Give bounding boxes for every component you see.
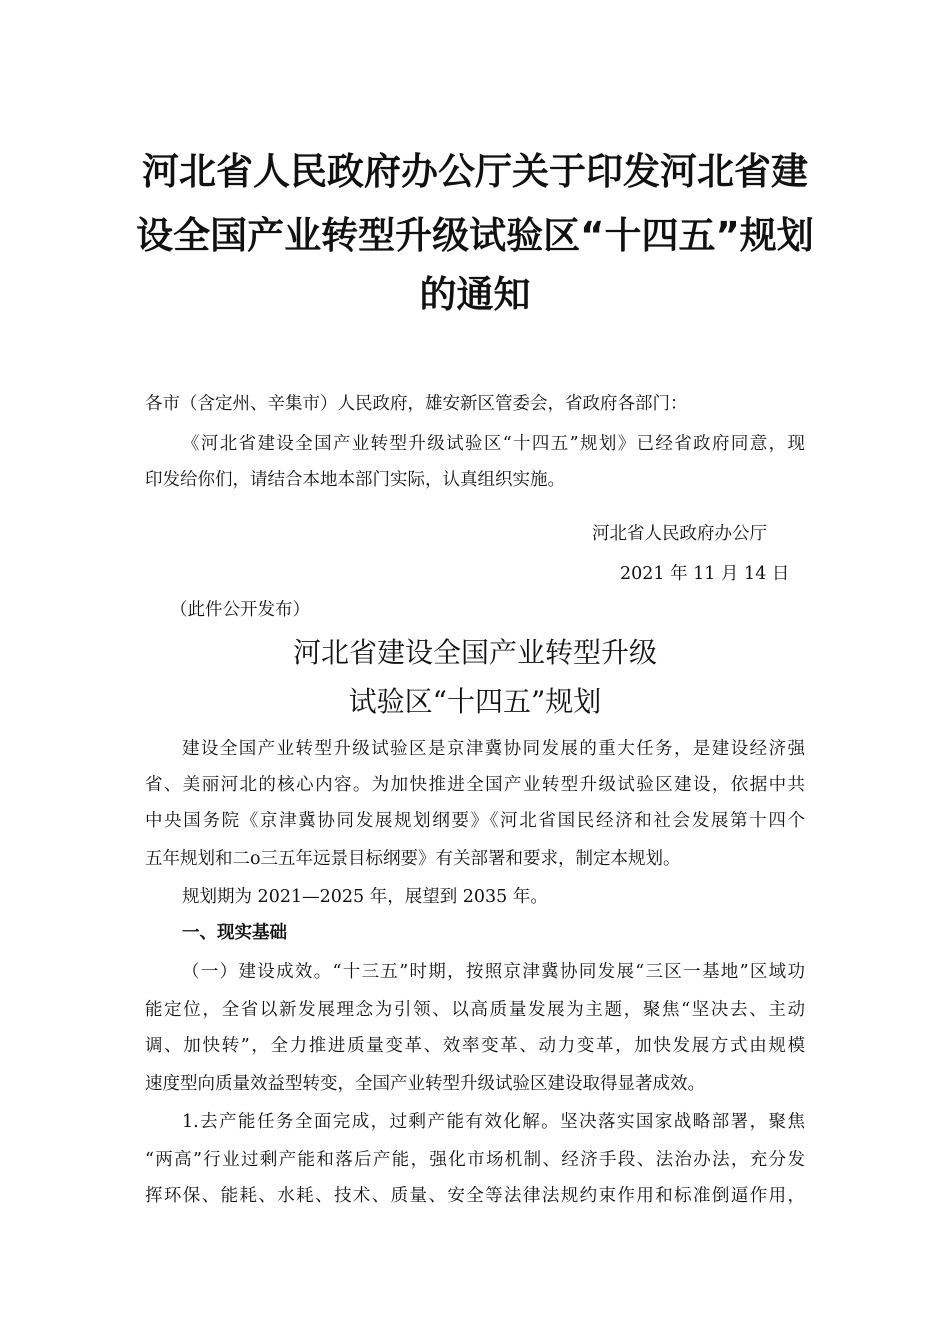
- addressee-line: 各市（含定州、辛集市）人民政府，雄安新区管委会，省政府各部门：: [145, 394, 688, 414]
- intro-line-2: 省、美丽河北的核心内容。为加快推进全国产业转型升级试验区建设，依据中共: [145, 775, 805, 795]
- achievements-line-4: 速度型向质量效益型转变，全国产业转型升级试验区建设取得显著成效。: [145, 1074, 705, 1094]
- intro-line-3: 中央国务院《京津冀协同发展规划纲要》《河北省国民经济和社会发展第十四个: [145, 811, 805, 831]
- achievements-line-3: 调、加快转”，全力推进质量变革、效率变革、动力变革，加快发展方式由规模: [145, 1036, 805, 1056]
- issuer-signature: 河北省人民政府办公厅: [592, 524, 767, 544]
- point-1-line-3: 挥环保、能耗、水耗、技术、质量、安全等法律法规约束作用和标准倒逼作用，: [145, 1186, 805, 1206]
- intro-line-4: 五年规划和二o三五年远景目标纲要》有关部署和要求，制定本规划。: [145, 849, 681, 869]
- point-1-line-1: 1.去产能任务全面完成，过剩产能有效化解。坚决落实国家战略部署，聚焦: [182, 1112, 805, 1132]
- publish-note: （此件公开发布）: [170, 600, 310, 620]
- intro-line-1: 建设全国产业转型升级试验区是京津冀协同发展的重大任务，是建设经济强: [182, 739, 805, 759]
- plan-title-line-2: 试验区“十四五”规划: [348, 685, 602, 718]
- plan-title-line-1: 河北省建设全国产业转型升级: [292, 636, 657, 669]
- notice-body-line-2: 印发给你们，请结合本地本部门实际，认真组织实施。: [145, 470, 565, 490]
- achievements-line-1: （一）建设成效。“十三五”时期，按照京津冀协同发展“三区一基地”区域功: [182, 962, 805, 982]
- issue-date: 2021 年 11 月 14 日: [620, 564, 790, 584]
- achievements-line-2: 能定位，全省以新发展理念为引领、以高质量发展为主题，聚焦“坚决去、主动: [145, 1000, 805, 1020]
- section-heading: 一、现实基础: [182, 923, 287, 943]
- notice-title-line-1: 河北省人民政府办公厅关于印发河北省建: [142, 150, 808, 193]
- notice-body-line-1: 《河北省建设全国产业转型升级试验区“十四五”规划》已经省政府同意，现: [182, 434, 805, 454]
- planning-period: 规划期为 2021—2025 年，展望到 2035 年。: [182, 887, 548, 907]
- notice-title-line-3: 的通知: [419, 273, 531, 316]
- notice-title-line-2: 设全国产业转型升级试验区“十四五”规划: [136, 214, 814, 257]
- point-1-line-2: “两高”行业过剩产能和落后产能，强化市场机制、经济手段、法治办法，充分发: [145, 1150, 805, 1170]
